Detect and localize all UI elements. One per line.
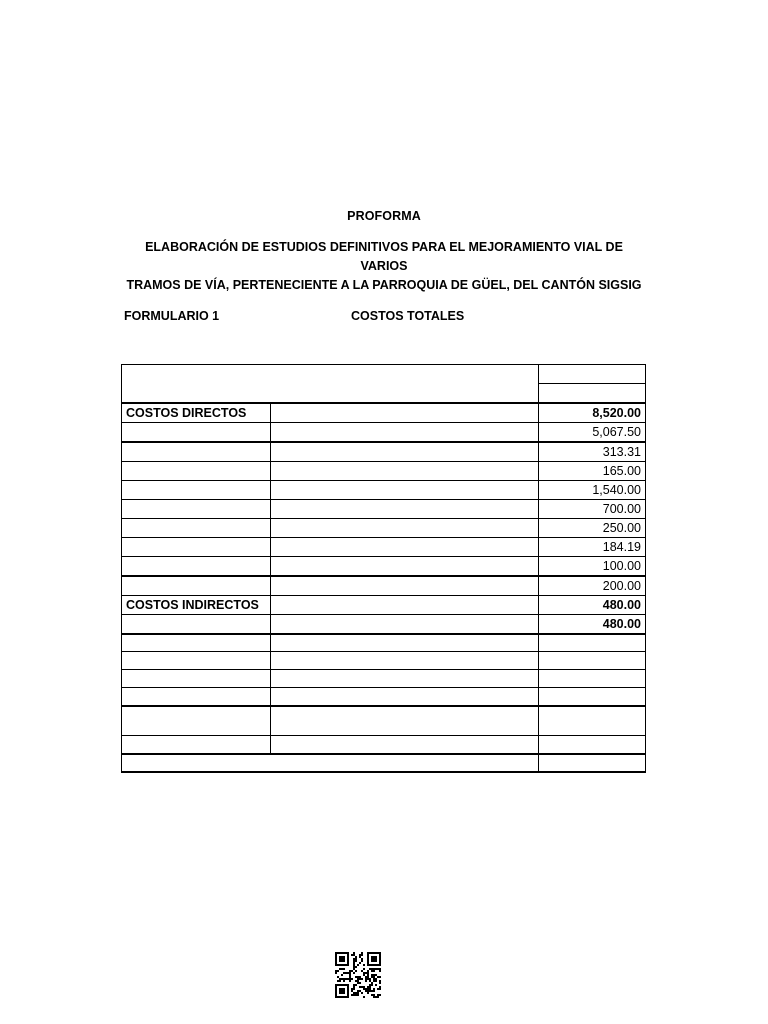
footer-value-cell <box>539 754 646 772</box>
empty-cell <box>271 706 539 736</box>
item-value: 1,540.00 <box>539 480 646 499</box>
document-subtitle <box>120 238 648 295</box>
empty-cell <box>539 706 646 736</box>
table-header-row <box>122 365 646 384</box>
direct-costs-label: COSTOS DIRECTOS <box>122 403 271 423</box>
empty-cell <box>271 736 539 754</box>
table-row <box>122 518 646 537</box>
item-cell <box>122 480 271 499</box>
item-desc <box>271 499 539 518</box>
header-value-cell <box>539 365 646 384</box>
item-desc <box>271 480 539 499</box>
indirect-costs-row <box>122 595 646 614</box>
item-cell <box>122 614 271 634</box>
subtitle-line-2: TRAMOS DE VÍA, PERTENECIENTE A LA PARROQUIA DE GÜEL, DEL CANTÓN SIGSIG <box>126 278 642 292</box>
table-row <box>122 576 646 596</box>
table-footer-row <box>122 754 646 772</box>
item-cell <box>122 499 271 518</box>
footer-cell <box>122 754 539 772</box>
empty-cell <box>539 670 646 688</box>
table-row <box>122 670 646 688</box>
table-row <box>122 499 646 518</box>
document-title: PROFORMA <box>347 209 421 223</box>
item-desc <box>271 442 539 462</box>
header-cell <box>122 365 539 403</box>
qr-code-icon <box>335 952 381 998</box>
empty-cell <box>122 688 271 706</box>
form-title: COSTOS TOTALES <box>351 309 465 323</box>
empty-cell <box>539 688 646 706</box>
empty-cell <box>539 634 646 652</box>
item-cell <box>122 556 271 576</box>
item-desc <box>271 537 539 556</box>
item-value: 165.00 <box>539 461 646 480</box>
empty-cell <box>539 736 646 754</box>
table-row <box>122 480 646 499</box>
table-row <box>122 556 646 576</box>
item-desc <box>271 556 539 576</box>
empty-cell <box>122 706 271 736</box>
indirect-costs-total: 480.00 <box>539 595 646 614</box>
item-value: 100.00 <box>539 556 646 576</box>
table-row <box>122 422 646 442</box>
table-row <box>122 442 646 462</box>
item-desc <box>271 461 539 480</box>
direct-costs-total: 8,520.00 <box>539 403 646 423</box>
item-value: 250.00 <box>539 518 646 537</box>
item-desc <box>271 576 539 596</box>
qr-code-graphic <box>335 952 381 998</box>
item-value: 313.31 <box>539 442 646 462</box>
indirect-costs-label: COSTOS INDIRECTOS <box>122 595 271 614</box>
table-row <box>122 652 646 670</box>
empty-cell <box>122 736 271 754</box>
empty-cell <box>122 652 271 670</box>
table-row <box>122 634 646 652</box>
table-row <box>122 706 646 736</box>
item-desc <box>271 422 539 442</box>
form-label: FORMULARIO 1 <box>124 309 220 323</box>
empty-cell <box>271 634 539 652</box>
item-value: 5,067.50 <box>539 422 646 442</box>
table-row <box>122 461 646 480</box>
item-cell <box>122 518 271 537</box>
item-value: 700.00 <box>539 499 646 518</box>
direct-costs-desc <box>271 403 539 423</box>
item-desc <box>271 614 539 634</box>
empty-cell <box>271 688 539 706</box>
item-cell <box>122 461 271 480</box>
header-value-cell-2 <box>539 384 646 403</box>
item-value: 184.19 <box>539 537 646 556</box>
item-cell <box>122 442 271 462</box>
item-cell <box>122 576 271 596</box>
item-cell <box>122 537 271 556</box>
empty-cell <box>539 652 646 670</box>
table-row <box>122 537 646 556</box>
item-cell <box>122 422 271 442</box>
item-value: 200.00 <box>539 576 646 596</box>
table-row <box>122 736 646 754</box>
item-desc <box>271 518 539 537</box>
indirect-costs-desc <box>271 595 539 614</box>
direct-costs-row <box>122 403 646 423</box>
table-row <box>122 614 646 634</box>
item-value: 480.00 <box>539 614 646 634</box>
costs-table <box>121 364 646 773</box>
subtitle-line-1: ELABORACIÓN DE ESTUDIOS DEFINITIVOS PARA EL MEJORAMIENTO VIAL DE VARIOS <box>145 240 623 273</box>
empty-cell <box>122 670 271 688</box>
table-row <box>122 688 646 706</box>
empty-cell <box>122 634 271 652</box>
empty-cell <box>271 652 539 670</box>
empty-cell <box>271 670 539 688</box>
